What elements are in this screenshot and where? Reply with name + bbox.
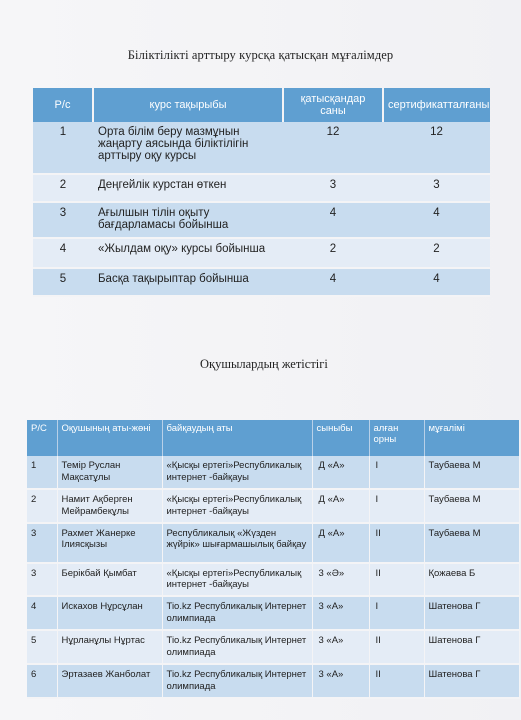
col-header-certified: сертификатталғаны [383, 88, 490, 122]
cell-certified: 4 [383, 202, 490, 238]
table-row [27, 630, 519, 664]
cell-grade: 3 «А» [312, 664, 369, 698]
table-row [33, 238, 490, 268]
section-title-achievements: Оқушылардың жетістігі [200, 357, 328, 371]
cell-certified: 2 [383, 238, 490, 268]
cell-place: ІІ [369, 664, 424, 698]
col-header-number: Р/С [27, 420, 57, 456]
cell-course: Басқа тақырыптар бойынша [93, 268, 283, 296]
cell-participants: 2 [283, 238, 383, 268]
cell-contest: Республикалық «Жүзден жүйрік» шығармашылық байқау [162, 523, 312, 563]
col-header-course-topic: курс тақырыбы [93, 88, 283, 122]
cell-place: І [369, 596, 424, 630]
cell-contest: Tio.kz Республикалық Интернет олимпиада [162, 630, 312, 664]
cell-grade: Д «А» [312, 523, 369, 563]
cell-teacher: Таубаева М [424, 489, 519, 523]
cell-student: Нұрланұлы Нұртас [57, 630, 162, 664]
cell-student: Темір Руслан Мақсатұлы [57, 456, 162, 489]
cell-course: Ағылшын тілін оқыту бағдарламасы бойынша [93, 202, 283, 238]
cell-certified: 4 [383, 268, 490, 296]
cell-place: І [369, 489, 424, 523]
cell-teacher: Таубаева М [424, 523, 519, 563]
col-header-contest-name: байқаудың аты [162, 420, 312, 456]
cell-participants: 3 [283, 174, 383, 202]
col-header-grade: сыныбы [312, 420, 369, 456]
section-title-teachers: Біліктілікті арттыру курсқа қатысқан мұғалімдер [127, 48, 394, 62]
table-row [33, 122, 490, 174]
table-row [27, 563, 519, 597]
cell-teacher: Шатенова Г [424, 596, 519, 630]
cell-participants: 4 [283, 202, 383, 238]
col-header-number: Р/с [33, 88, 93, 122]
table-row [33, 174, 490, 202]
col-header-place: алған орны [369, 420, 424, 456]
cell-participants: 4 [283, 268, 383, 296]
cell-number: 5 [33, 268, 93, 296]
cell-student: Эртазаев Жанболат [57, 664, 162, 698]
cell-contest: «Қысқы ертегі»Республикалық интернет -байқауы [162, 563, 312, 597]
cell-number: 6 [27, 664, 57, 698]
table-header-row [27, 420, 519, 456]
col-header-participants: қатысқандар саны [283, 88, 383, 122]
cell-contest: Tio.kz Республикалық Интернет олимпиада [162, 664, 312, 698]
cell-course: Орта білім беру мазмұнын жаңарту аясында біліктілігін арттыру оқу курсы [93, 122, 283, 174]
col-header-teacher: мұғалімі [424, 420, 519, 456]
cell-grade: Д «А» [312, 489, 369, 523]
table-row [27, 489, 519, 523]
courses-table [33, 88, 490, 297]
cell-teacher: Қожаева Б [424, 563, 519, 597]
cell-student: Берікбай Қымбат [57, 563, 162, 597]
cell-place: ІІ [369, 563, 424, 597]
cell-contest: Tio.kz Республикалық Интернет олимпиада [162, 596, 312, 630]
cell-student: Намит Ақберген Мейрамбекұлы [57, 489, 162, 523]
table-row [27, 523, 519, 563]
cell-grade: 3 «А» [312, 596, 369, 630]
cell-teacher: Шатенова Г [424, 664, 519, 698]
cell-grade: Д «А» [312, 456, 369, 489]
col-header-student-name: Оқушының аты-жөні [57, 420, 162, 456]
cell-number: 3 [27, 523, 57, 563]
cell-course: Деңгейлік курстан өткен [93, 174, 283, 202]
cell-grade: 3 «А» [312, 630, 369, 664]
cell-certified: 3 [383, 174, 490, 202]
cell-contest: «Қысқы ертегі»Республикалық интернет -байқауы [162, 489, 312, 523]
cell-number: 2 [33, 174, 93, 202]
cell-number: 2 [27, 489, 57, 523]
cell-number: 4 [27, 596, 57, 630]
cell-number: 4 [33, 238, 93, 268]
cell-participants: 12 [283, 122, 383, 174]
cell-place: І [369, 456, 424, 489]
cell-number: 3 [27, 563, 57, 597]
cell-number: 1 [27, 456, 57, 489]
cell-grade: 3 «Ә» [312, 563, 369, 597]
table-row [27, 596, 519, 630]
table-row [27, 664, 519, 698]
cell-place: ІІ [369, 523, 424, 563]
cell-contest: «Қысқы ертегі»Республикалық интернет -байқауы [162, 456, 312, 489]
achievements-table [27, 420, 520, 699]
cell-certified: 12 [383, 122, 490, 174]
cell-place: ІІ [369, 630, 424, 664]
cell-course: «Жылдам оқу» курсы бойынша [93, 238, 283, 268]
table-header-row [33, 88, 490, 122]
cell-number: 5 [27, 630, 57, 664]
cell-student: Искахов Нұрсұлан [57, 596, 162, 630]
cell-student: Рахмет Жанерке Ілиясқызы [57, 523, 162, 563]
cell-number: 1 [33, 122, 93, 174]
table-row [27, 456, 519, 489]
table-row [33, 268, 490, 296]
cell-number: 3 [33, 202, 93, 238]
cell-teacher: Шатенова Г [424, 630, 519, 664]
cell-teacher: Таубаева М [424, 456, 519, 489]
table-row [33, 202, 490, 238]
